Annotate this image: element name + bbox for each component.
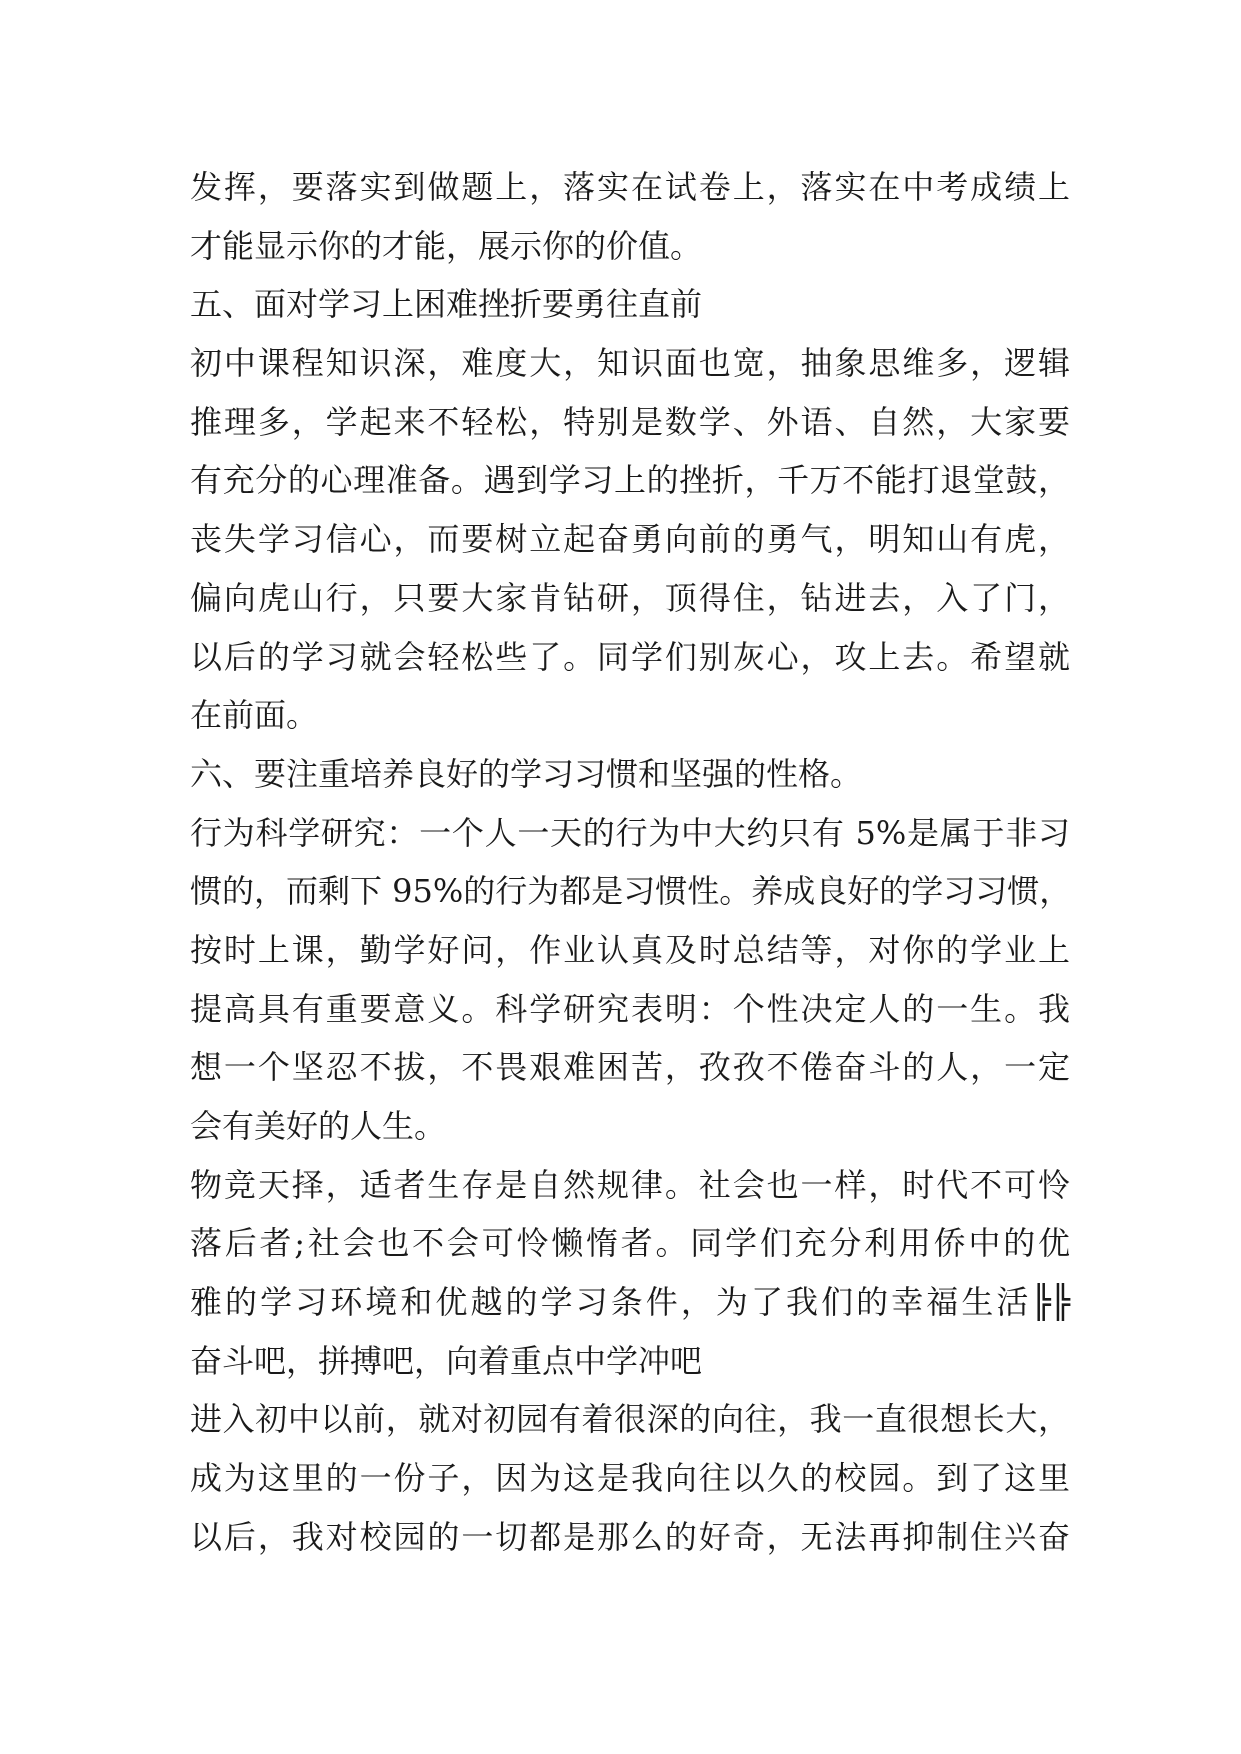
text-line: 会有美好的人生。 xyxy=(190,1107,447,1145)
text-line: 惯的，而剩下 95%的行为都是习惯性。养成良好的学习习惯， xyxy=(190,872,1072,911)
section-heading: 五、面对学习上困难挫折要勇往直前 xyxy=(190,285,703,324)
text-line: 推理多，学起来不轻松，特别是数学、外语、自然，大家要 xyxy=(190,402,1070,441)
text-line: 在前面。 xyxy=(190,696,319,735)
text-line: 初中课程知识深，难度大，知识面也宽，抽象思维多，逻辑 xyxy=(190,344,1070,383)
body-text xyxy=(190,158,1070,1567)
text-line: 以后，我对校园的一切都是那么的好奇，无法再抑制住兴奋 xyxy=(190,1517,1070,1556)
text-line: 奋斗吧，拼搏吧，向着重点中学冲吧 xyxy=(190,1341,703,1380)
text-line: 偏向虎山行，只要大家肯钻研，顶得住，钻进去，入了门， xyxy=(190,578,1070,617)
section-heading: 六、要注重培养良好的学习习惯和坚强的性格。 xyxy=(190,754,863,793)
text-line: 按时上课，勤学好问，作业认真及时总结等，对你的学业上 xyxy=(190,930,1070,969)
text-line: 提高具有重要意义。科学研究表明：个性决定人的一生。我 xyxy=(190,989,1070,1028)
text-line: 想一个坚忍不拔，不畏艰难困苦，孜孜不倦奋斗的人，一定 xyxy=(190,1048,1070,1087)
text-line: 发挥，要落实到做题上，落实在试卷上，落实在中考成绩上 xyxy=(190,168,1070,206)
text-line: 落后者;社会也不会可怜懒惰者。同学们充分利用侨中的优 xyxy=(190,1224,1070,1263)
text-line: 行为科学研究：一个人一天的行为中大约只有 5%是属于非习 xyxy=(190,813,1070,852)
text-line: 成为这里的一份子，因为这是我向往以久的校园。到了这里 xyxy=(190,1459,1070,1498)
text-line: 进入初中以前，就对初园有着很深的向往，我一直很想长大， xyxy=(190,1400,1070,1439)
text-line: 以后的学习就会轻松些了。同学们别灰心，攻上去。希望就 xyxy=(190,637,1070,676)
text-line: 有充分的心理准备。遇到学习上的挫折，千万不能打退堂鼓， xyxy=(190,461,1070,500)
text-line: 物竞天择，适者生存是自然规律。社会也一样，时代不可怜 xyxy=(190,1165,1070,1204)
text-line: 丧失学习信心，而要树立起奋勇向前的勇气，明知山有虎， xyxy=(190,520,1070,559)
text-line: 才能显示你的才能，展示你的价值。 xyxy=(190,226,703,265)
text-line: 雅的学习环境和优越的学习条件，为了我们的幸福生活╠╠ xyxy=(190,1283,1070,1322)
